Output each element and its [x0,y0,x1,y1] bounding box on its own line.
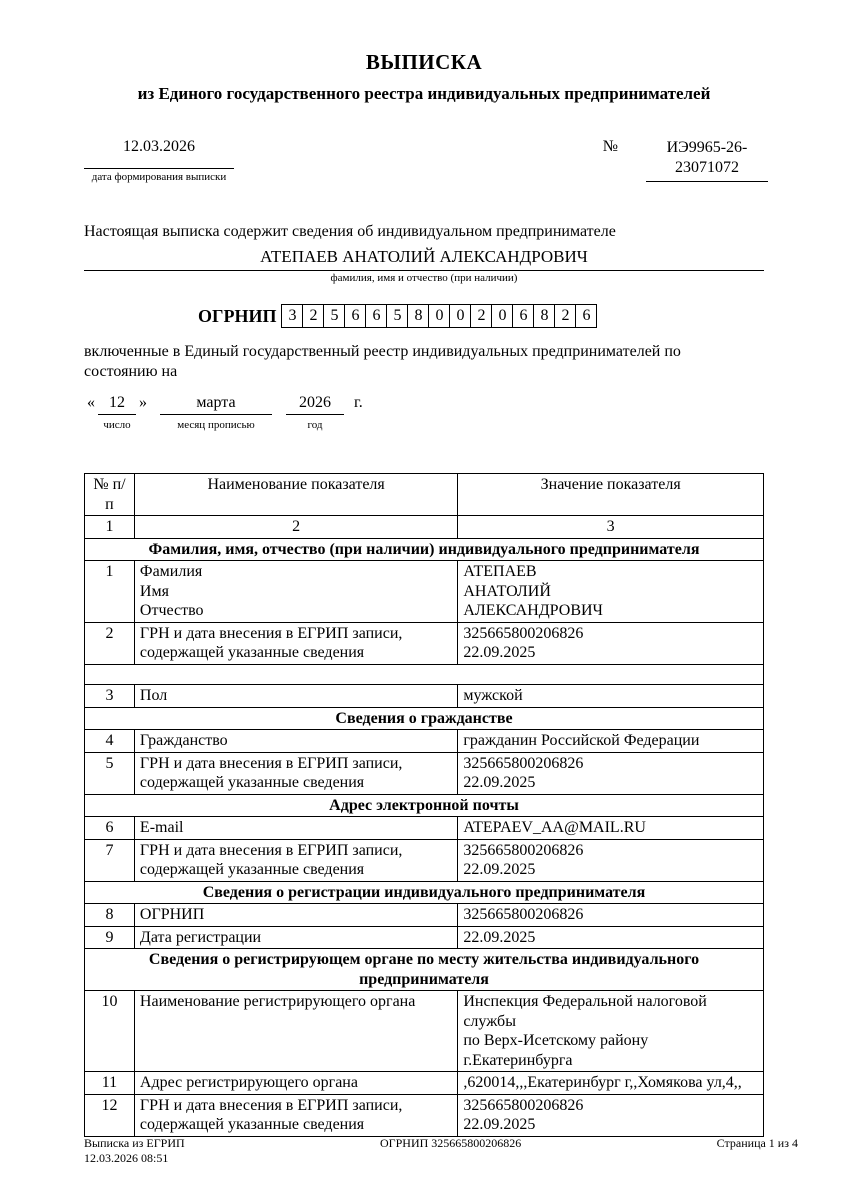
table-row [85,839,764,881]
row-name: Пол [134,685,457,708]
row-name: ГРН и дата внесения в ЕГРИП записи, содержащей указанные сведения [134,1094,457,1136]
ogrnip-digit: 5 [386,304,408,328]
row-value: 325665800206826 22.09.2025 [458,1094,764,1136]
section-title: Сведения о регистрирующем органе по месту жительства индивидуального предпринимателя [85,949,764,991]
row-name: ГРН и дата внесения в ЕГРИП записи, содержащей указанные сведения [134,622,457,664]
row-value: 325665800206826 22.09.2025 [458,839,764,881]
row-name: Фамилия Имя Отчество [134,561,457,623]
ogrnip-digit: 2 [470,304,492,328]
ogrnip-digit: 6 [512,304,534,328]
row-name: Дата регистрации [134,926,457,949]
table-row [85,1094,764,1136]
column-number: 2 [134,516,457,539]
number-sign: № [602,138,618,155]
section-row [85,538,764,561]
row-num: 12 [85,1094,135,1136]
table-row [85,926,764,949]
extract-number-line2: 23071072 [675,159,739,176]
row-num: 7 [85,839,135,881]
ogrnip-digit: 5 [323,304,345,328]
section-row [85,881,764,904]
day-blank [98,394,136,433]
entrepreneur-name: АТЕПАЕВ АНАТОЛИЙ АЛЕКСАНДРОВИЧ [84,247,764,271]
row-value: 22.09.2025 [458,926,764,949]
row-value: 325665800206826 [458,904,764,927]
month-value: марта [160,394,272,415]
section-title: Фамилия, имя, отчество (при наличии) индивидуального предпринимателя [85,538,764,561]
included-text-line2: состоянию на [84,363,178,380]
ogrnip-digit: 6 [575,304,597,328]
row-num: 10 [85,991,135,1072]
section-row [85,794,764,817]
section-row [85,949,764,991]
row-num: 6 [85,817,135,840]
intro-statement: Настоящая выписка содержит сведения об индивидуальном предпринимателе [84,223,616,240]
header-row [85,474,764,516]
col-header-num: № п/п [85,474,135,516]
ogrnip-digit: 0 [428,304,450,328]
section-row [85,707,764,730]
year-blank [286,394,344,433]
row-num: 4 [85,730,135,753]
page-footer [84,1136,798,1166]
section-title: Сведения о гражданстве [85,707,764,730]
row-name: Наименование регистрирующего органа [134,991,457,1072]
ogrnip-label: ОГРНИП [198,305,277,326]
month-blank [160,394,272,433]
day-value: 12 [98,394,136,415]
indicator-table-head [85,474,764,539]
col-header-value: Значение показателя [458,474,764,516]
column-number: 1 [85,516,135,539]
indicator-table [84,473,764,1137]
ogrnip-digit: 6 [365,304,387,328]
spacer-cell [85,664,764,685]
row-num: 11 [85,1072,135,1095]
extract-number [646,138,768,182]
indicator-table-body [85,538,764,1136]
row-num: 5 [85,752,135,794]
extract-number-line1: ИЭ9965-26- [666,139,748,156]
year-suffix: г. [354,394,363,411]
row-value: гражданин Российской Федерации [458,730,764,753]
footer-left [84,1136,185,1166]
open-quote: « [87,394,95,411]
section-title: Сведения о регистрации индивидуального предпринимателя [85,881,764,904]
ogrnip-digit: 0 [449,304,471,328]
row-value: АТЕПАЕВ АНАТОЛИЙ АЛЕКСАНДРОВИЧ [458,561,764,623]
entrepreneur-name-caption: фамилия, имя и отчество (при наличии) [330,272,518,284]
row-num: 9 [85,926,135,949]
close-quote: » [139,394,147,411]
included-text-line1: включенные в Единый государственный реестр индивидуальных предпринимателей по [84,343,681,360]
row-value: Инспекция Федеральной налоговой службы по Верх-Исетскому району г.Екатеринбурга [458,991,764,1072]
row-name: Гражданство [134,730,457,753]
ogrnip-digit: 8 [407,304,429,328]
section-title: Адрес электронной почты [85,794,764,817]
ogrnip-digit: 2 [554,304,576,328]
day-caption: число [103,419,131,431]
table-row [85,1072,764,1095]
row-num: 8 [85,904,135,927]
row-name: ГРН и дата внесения в ЕГРИП записи, содержащей указанные сведения [134,839,457,881]
table-row [85,752,764,794]
extract-number-block [603,138,768,182]
row-name: ОГРНИП [134,904,457,927]
document-subtitle: из Единого государственного реестра индивидуальных предпринимателей [137,84,711,103]
ogrnip-digit: 3 [281,304,303,328]
table-row [85,730,764,753]
row-value: ,620014,,,Екатеринбург г,,Хомякова ул,4,, [458,1072,764,1095]
table-row [85,685,764,708]
table-row [85,817,764,840]
ogrnip-digit: 0 [491,304,513,328]
row-name: Адрес регистрирующего органа [134,1072,457,1095]
year-caption: год [307,419,323,431]
table-row [85,991,764,1072]
table-row [85,904,764,927]
row-value: мужской [458,685,764,708]
row-value: 325665800206826 22.09.2025 [458,752,764,794]
formation-date-block [84,138,234,183]
col-header-name: Наименование показателя [134,474,457,516]
row-value: ATEPAEV_AA@MAIL.RU [458,817,764,840]
row-num: 1 [85,561,135,623]
column-number: 3 [458,516,764,539]
month-caption: месяц прописью [177,419,255,431]
ogrnip-digit: 2 [302,304,324,328]
footer-ogrnip: ОГРНИП 325665800206826 [380,1136,522,1150]
document-title: ВЫПИСКА [365,50,483,74]
footer-datetime: 12.03.2026 08:51 [84,1151,169,1165]
row-name: E-mail [134,817,457,840]
year-value: 2026 [286,394,344,415]
ogrnip-digit: 6 [344,304,366,328]
ogrnip-digit-boxes [281,304,597,328]
table-row [85,622,764,664]
footer-doc-type: Выписка из ЕГРИП [84,1136,185,1150]
formation-meta-row [84,138,768,183]
ogrnip-row [198,304,848,328]
column-number-row [85,516,764,539]
row-num: 3 [85,685,135,708]
row-num: 2 [85,622,135,664]
table-row [85,561,764,623]
row-value: 325665800206826 22.09.2025 [458,622,764,664]
formation-date: 12.03.2026 [84,138,234,169]
included-text [84,342,764,382]
formation-date-caption: дата формирования выписки [91,171,227,183]
row-name: ГРН и дата внесения в ЕГРИП записи, содержащей указанные сведения [134,752,457,794]
ogrnip-digit: 8 [533,304,555,328]
footer-page-number: Страница 1 из 4 [716,1136,798,1150]
as-of-date-line [84,394,764,433]
spacer-row [85,664,764,685]
